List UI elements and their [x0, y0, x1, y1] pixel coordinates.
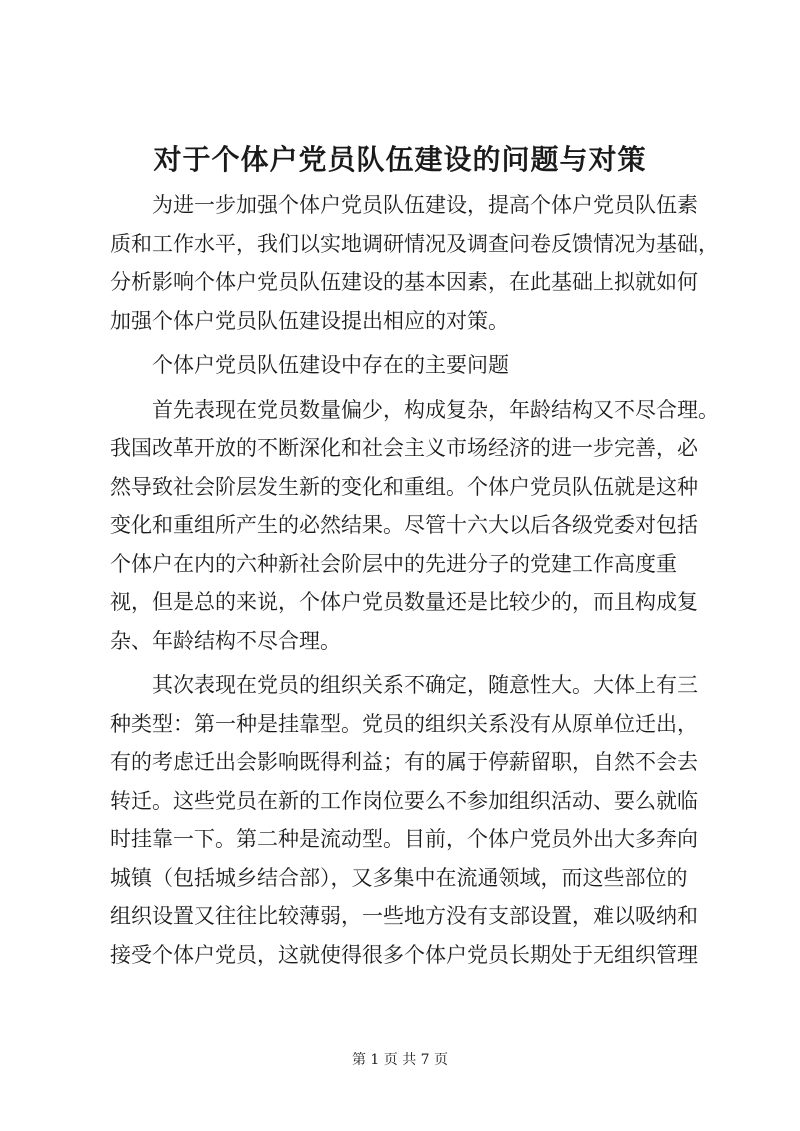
- text-line: 时挂靠一下。第二种是流动型。目前，个体户党员外出大多奔向: [110, 827, 698, 851]
- text-line: 个体户党员队伍建设中存在的主要问题: [152, 353, 509, 377]
- text-line: 接受个体户党员，这就使得很多个体户党员长期处于无组织管理: [110, 942, 698, 967]
- text-line: 分析影响个体户党员队伍建设的基本因素，在此基础上拟就如何: [110, 270, 698, 294]
- text-line: 个体户在内的六种新社会阶层中的先进分子的党建工作高度重: [110, 551, 677, 576]
- page-number-footer: 第 1 页 共 7 页: [351, 1052, 449, 1068]
- text-line: 组织设置又往往比较薄弱，一些地方没有支部设置，难以吸纳和: [110, 904, 698, 928]
- text-line: 转迁。这些党员在新的工作岗位要么不参加组织活动、要么就临: [110, 788, 698, 813]
- section-heading: [110, 346, 710, 385]
- text-line: 首先表现在党员数量偏少，构成复杂，年龄结构又不尽合理。: [152, 397, 719, 422]
- text-line: 视，但是总的来说，个体户党员数量还是比较少的，而且构成复: [110, 590, 698, 614]
- text-line: 城镇（包括城乡结合部），又多集中在流通领域，而这些部位的: [110, 865, 688, 890]
- document-title: 对于个体户党员队伍建设的问题与对策: [153, 143, 647, 176]
- paragraph-intro: [110, 186, 719, 340]
- text-line: 变化和重组所产生的必然结果。尽管十六大以后各级党委对包括: [110, 513, 698, 537]
- text-line: 有的考虑迁出会影响既得利益；有的属于停薪留职，自然不会去: [110, 750, 698, 774]
- text-line: 其次表现在党员的组织关系不确定，随意性大。大体上有三: [152, 673, 698, 697]
- document-body: [110, 186, 719, 974]
- paragraph-second-issue: [110, 666, 710, 974]
- text-line: 杂、年龄结构不尽合理。: [110, 628, 341, 653]
- text-line: 种类型：第一种是挂靠型。党员的组织关系没有从原单位迁出，: [110, 711, 698, 736]
- text-line: 为进一步加强个体户党员队伍建设，提高个体户党员队伍素: [152, 193, 698, 217]
- paragraph-first-issue: [110, 391, 719, 661]
- text-line: 加强个体户党员队伍建设提出相应的对策。: [110, 308, 509, 333]
- text-line: 质和工作水平，我们以实地调研情况及调查问卷反馈情况为基础，: [110, 231, 719, 256]
- text-line: 然导致社会阶层发生新的变化和重组。个体户党员队伍就是这种: [110, 474, 698, 499]
- text-line: 我国改革开放的不断深化和社会主义市场经济的进一步完善，必: [110, 436, 698, 460]
